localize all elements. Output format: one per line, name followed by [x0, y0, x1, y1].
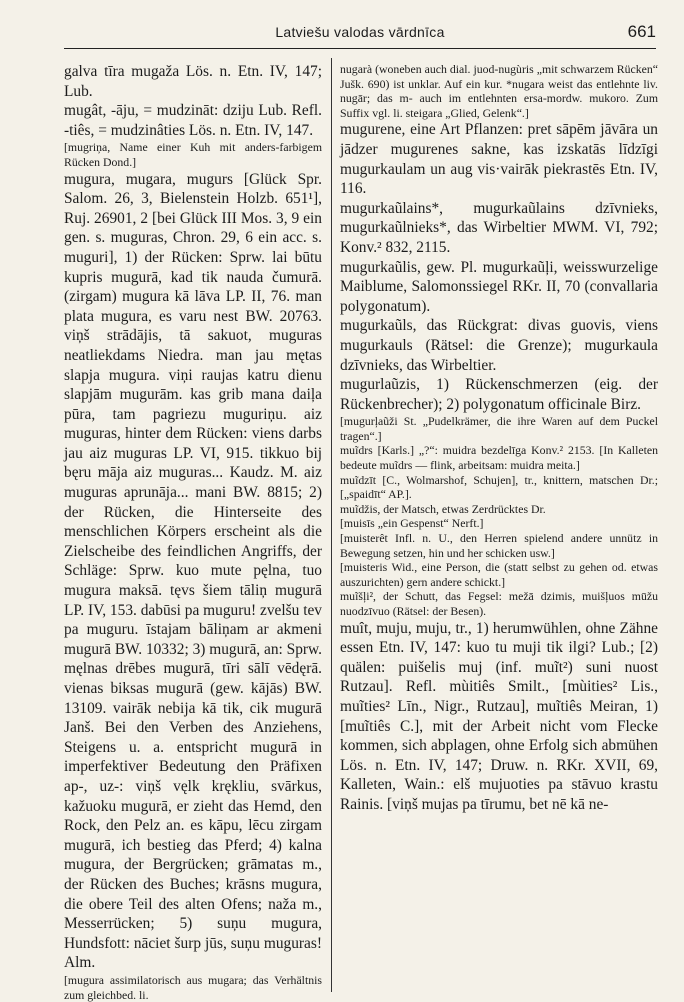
entry-mugurene: mugurene, eine Art Pflanzen: pret sāpēm jāvāra un jādzer mugurenes sakne, kas izskatās līdzīgi mugurkaulam un aug vis·vairāk piekrastēs Etn. IV, 116.	[340, 121, 658, 198]
running-title: Latviešu valodas vārdnīca	[275, 24, 445, 40]
entry-muisteris: [muisteris Wid., eine Person, die (statt selbst zu gehen od. etwas auszurichten) gern andere schickt.]	[340, 560, 658, 589]
entry-mugrina: [mugriņa, Name einer Kuh mit anders-farbigem Rücken Dond.]	[64, 140, 322, 169]
entry-nugara-continuation: nugarà (woneben auch dial. juod-nugùris „mit schwarzem Rücken“ Jušk. 690) ist unklar. Auf ein kur. *nugara weist das entlehnte liv. nugār; das m- auch im entlehnten ersa-mordw. mukoro. Zum Suffix vgl. li. steigara „Glied, Gelenk“.]	[340, 62, 658, 120]
entry-muisli: muĩšļi², der Schutt, das Fegsel: mežā dzimis, muišļuos mūžu nuodzīvuo (Rätsel: der Besen).	[340, 589, 658, 618]
column-divider	[331, 58, 332, 992]
entry-muisteret: [muisterêt Infl. n. U., den Herren spielend andere unnütz in Bewegung setzen, hin und her schicken usw.]	[340, 531, 658, 560]
entry-muisis: [muisīs „ein Gespenst“ Nerft.]	[340, 516, 484, 531]
entry-galva-tira: galva tīra mugaža Lös. n. Etn. IV, 147; Lub.	[64, 63, 322, 100]
entry-mugura-etymology: [mugura assimilatorisch aus mugara; das Verhältnis zum gleichbed. li.	[64, 972, 322, 1002]
left-column	[64, 62, 322, 1002]
entry-mugat: mugât, -āju, = mudzināt: dziju Lub. Refl. -tiês, = mudzinâties Lös. n. Etn. IV, 147.	[64, 102, 322, 139]
right-column	[340, 62, 658, 992]
entry-mugurkauls: mugurkaũls, das Rückgrat: divas guovis, viens mugurkauls (Rätsel: die Grenze); mugurkaula dzīvnieks, das Wirbeltier.	[340, 317, 658, 374]
page-number: 661	[627, 22, 656, 41]
entry-muidzit: muĩdzīt [C., Wolmarshof, Schujen], tr., knittern, matschen Dr.; [„spaidīt“ AP.].	[340, 472, 658, 502]
page-header	[64, 18, 656, 49]
entry-mugura: mugura, mugara, mugurs [Glück Spr. Salom. 26, 3, Bielenstein Holzb. 651¹], Ruj. 26901, 2 [bei Glück III Mos. 3, 9 ein gen. s. muguras, Chron. 29, 6 ein acc. s. muguri], 1) der Rücken: Sprw. lai būtu kupris mugurā, kad tik nauda čumurā. (zirgam) mugura kā lāva LP. II, 76. man plata mugura, es varu nest BW. 20763. viņš strādājis, tā sakuot, muguras neatliekdams Niedra. man jau mętas slapja mugura. viņi raujas katru dienu slapjām mugurām. kas grib mana daiļa pūra, tam pagriezu muguriņu. aiz muguras, hinter dem Rücken: viens darbs jau aiz muguras LP. VI, 915. tikkuo bij bęru māja aiz muguras... Kaudz. M. aiz muguras aprunāja... mani BW. 8815; 2) der Rücken, die Hinterseite des menschlichen Körpers erscheint als die Zielscheibe des feindlichen Angriffs, der Schläge: Sprw. kuo mute pęlna, tuo mugura maksā. tęvs šiem tāliņ mugurā LP. IV, 153. dabūsi pa muguru! zvelšu tev pa muguru. īstajam bāliņam ar akmeni mugurā BW. 10332; 3) mugurā, an: Sprw. męlnas drēbes mugurā, tīri sālī vēdęrā. vienas biksas mugurā (gew. kājās) BW. 13109. vairāk nebija kā tik, cik mugurā Janš. Bei den Verben des Anziehens, Steigens u. a. entspricht mugurā in imperfektiver Bedeutung den Präfixen ap-, uz-: viņš vęlk krękliu, svārkus, kažuoku mugurā, er zieht das Hemd, den Rock, den Pelz an. es kāpu, lēcu zirgam mugurā, ich bestieg das Pferd; 4) kalna mugura, der Bergrücken; grāmatas m., der Rücken des Buches; krāsns mugura, die obere Teil des alten Ofens; naža m., Messerrücken; 5) suņu mugura, Hundsfott: nāciet šurp jūs, suņu muguras! Alm.	[64, 170, 322, 972]
entry-mugurkaulis: mugurkaũlis, gew. Pl. mugurkaũļi, weisswurzelige Maiblume, Salomonssiegel RKr. II, 70 (convallaria polygonatum).	[340, 258, 658, 315]
entry-muit: muît, muju, muju, tr., 1) herumwühlen, ohne Zähne essen Etn. IV, 147: kuo tu muji tik ilgi? Lub.; [2) quälen: puišelis muj (inf. muĩt²) suni nuost Rutzau]. Refl. mùitiês Smilt., [mùities² Lis., muĩties² Līn., Nigr., Rutzau], muĩtiês Meiran, 1) [muĩtiês C.], mit der Arbeit nicht vom Flecke kommen, sich abplagen, ohne Erfolg sich abmühen Lös. n. Etn. IV, 147; Druw. n. RKr. XVII, 69, Kalleten, Wain.: elš mujuoties pa stāvuo krastu Rainis. [viņš mujas pa tīrumu, bet nē kā ne-	[340, 619, 658, 813]
entry-mugurkaulains: mugurkaũlains*, mugurkaũlains dzīvnieks, mugurkaũlnieks*, das Wirbeltier MWM. VI, 792; Konv.² 832, 2115.	[340, 199, 658, 256]
entry-mugurlauzi: [mugurļaũži St. „Pudelkrämer, die ihre Waren auf dem Puckel tragen“.]	[340, 414, 658, 443]
entry-muidrs: muĩdrs [Karls.] „?“: muidra bezdelīga Konv.² 2153. [In Kalleten bedeute muĩdrs — flink, arbeitsam: muidra meita.]	[340, 443, 658, 473]
entry-mugurlauzis: mugurlaũzis, 1) Rückenschmerzen (eig. der Rückenbrecher); 2) polygonatum officinale Birz.	[340, 376, 658, 413]
entry-muidzis: muĩdžis, der Matsch, etwas Zerdrücktes Dr.	[340, 501, 546, 516]
